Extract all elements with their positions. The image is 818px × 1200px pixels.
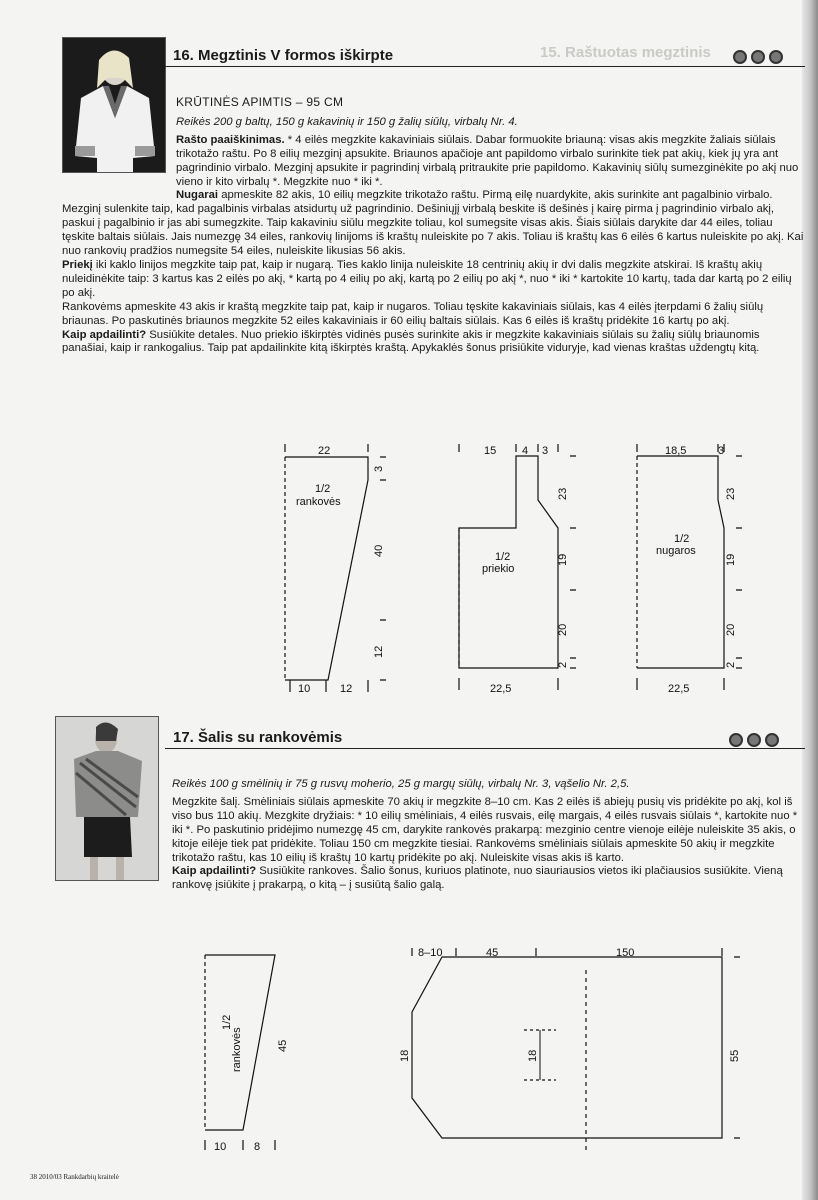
section-title: 16. Megztinis V formos iškirpte [173,47,394,64]
pattern-text-1 [62,96,804,356]
materials-line: Reikės 100 g smėlinių ir 75 g rusvų moherio, 25 g margų siūlų, virbalų Nr. 3, vąšelio Nr. 2,5. [172,778,630,790]
pattern-diagrams-2 [0,940,818,1165]
dim-label: 8 [254,1141,261,1153]
rating-dot-icon [751,50,765,64]
rating-dot-icon [733,50,747,64]
dim-label: 3 [542,445,549,457]
dim-label: 22 [318,445,331,457]
dim-label: 19 [725,553,737,566]
dim-label: 55 [729,1049,741,1062]
dim-label: 18 [399,1049,411,1062]
dim-label: 18 [527,1049,539,1062]
piece-label: 1/2 [315,483,331,495]
dim-label: 15 [484,445,497,457]
section-title-bar [165,44,805,67]
shawl-photo [55,716,159,881]
dim-label: 2 [557,661,569,668]
rating-dot-icon [729,733,743,747]
pattern-diagrams-1 [0,430,818,710]
paragraph: Nugarai apmeskite 82 akis, 10 eilių megzkite trikotažo raštu. Pirmą eilę nuardykite, akis surinkite ant pagalbinio virbalo. Mezginį sulenkite taip, kad pagalbinis virbalas atsidurtų už pagrindinio. Dešiniųjį virbalą beskite iš dešinės į kairę pirma į pagrindinio virbalo akį, paskui į pagalbinio ir jas abi sumegzkite. Taip kakaviniu siūlu megzkite toliau, kol sumegsite visas akis. Šiais siūlais darykite dar 44 eiles, toliau tęskite baltais siūlais. Jais numezgę 34 eiles, rankovių linijoms iš kraštų nuleiskite po 7 akis. Toliau iš kraštų kas 6 eilės 6 kartus nuleiskite po akį. Kai nuo rankovių pradžios numegsite 54 eiles, nuleiskite likusias 56 akis. [62,189,804,258]
page-footer: 38 2010/03 Rankdarbių kraitelė [30,1173,119,1181]
dim-label: 22,5 [668,683,690,695]
dim-label: 3 [373,465,385,472]
paragraph: Megzkite šalį. Smėliniais siūlais apmeskite 70 akių ir megzkite 8–10 cm. Kas 2 eilės iš abiejų pusių vis pridėkite po akį, kol iš viso bus 110 akių. Mezgkite dryžiais: * 10 eilių smėliniais, 4 eilės rusvais, eilę margais, 4 eilės rusvais siūlais *, kartokite nuo * iki *. Po paskutinio pridėjimo numezgę 45 cm, darykite rankovės prakarpą: mezginio centre vienoje eilėje nuleiskite 35 akis, o kitoje eilėje tiek pat pridėkite. Toliau 150 cm megzkite tiesiai. Rankovėms smėliniais siūlais apmeskite 50 akių ir megzkite trikotažo raštu, kas 10 eilių iš kraštų 10 kartų pridėkite po akį. Nuleiskite visas akis iš karto. [172,795,798,864]
dim-label: 12 [373,645,385,658]
piece-label: 1/2 [221,1014,233,1030]
paragraph: Kaip apdailinti? Susiūkite rankoves. Šalio šonus, kuriuos platinote, nuo siauriausios vietos iki plačiausios susiūkite. Vieną rankovę įsiūkite į prakarpą, o kitą – į susiūtą šalio galą. [172,865,783,892]
dim-label: 20 [557,623,569,636]
piece-label: priekio [482,563,515,575]
dim-label: 45 [277,1039,289,1052]
pattern-text-2 [172,778,804,893]
paragraph: Kaip apdailinti? Susiūkite detales. Nuo priekio iškirptės vidinės pusės surinkite akis ir megzkite kakaviniais siūlais su žalių siūlų briaunomis panašiai, kaip ir rankogalius. Taip pat apdailinkite kitą iškirptės kraštą. Apykaklės šonus prisiūkite viduryje, kad vienas kraštas uždengtų kitą. [62,328,760,355]
dim-label: 22,5 [490,683,512,695]
dim-label: 45 [486,947,499,959]
dim-label: 2 [725,661,737,668]
difficulty-rating [733,50,783,64]
dim-label: 20 [725,623,737,636]
dim-label: 18,5 [665,445,687,457]
section-title: 17. Šalis su rankovėmis [173,729,343,746]
dim-label: 12 [340,683,353,695]
rating-dot-icon [747,733,761,747]
dim-label: 23 [725,487,737,500]
dim-label: 3 [718,445,725,457]
dim-label: 23 [557,487,569,500]
dim-label: 150 [616,947,635,959]
piece-label: 1/2 [674,533,690,545]
paragraph: Rašto paaiškinimas. * 4 eilės megzkite kakaviniais siūlais. Dabar formuokite briauną: visas akis megzkite žaliais siūlais trikotažo raštu. Po 8 eilių mezginį apsukite. Briaunos apačioje ant papildomo virbalo surinkite tiek pat akių, kiek jų yra ant pagrindinio virbalo. Mezginį apsukite ir pagrindinį virbalą pritraukite prie papildomo. Kakavinių siūlų sumezginėkite po akį nuo vieno ir kito virbalų *. Megzkite nuo * iki *. [176,133,799,188]
dim-label: 40 [373,544,385,557]
paragraph: Priekį iki kaklo linijos megzkite taip pat, kaip ir nugarą. Ties kaklo linija nuleiskite 18 centrinių akių ir dvi dalis megzkite atskirai. Iš kraštų akių nuleidinėkite taip: 3 kartus kas 2 eilės po akį, * kartą po 4 eilių po akį, kartą po 2 eilių po akį *, nuo * iki * kartokite 10 kartų, tada dar kartą po 2 eilių po akį. [62,258,792,299]
rating-dot-icon [765,733,779,747]
dim-label: 10 [214,1141,227,1153]
dim-label: 19 [557,553,569,566]
difficulty-rating [729,733,779,747]
paragraph: Rankovėms apmeskite 43 akis ir kraštą megzkite taip pat, kaip ir nugaros. Toliau tęskite kakaviniais siūlais, kas 4 eilės įterpdami 6 žalių siūlų briaunas. Po paskutinės briaunos megzkite 52 eiles kakaviniais ir 60 eilių baltais siūlais. Kas 6 eilės iš kraštų pridėkite 16 kartų po akį. [62,300,764,327]
size-line: KRŪTINĖS APIMTIS – 95 CM [176,95,344,109]
section-title-bar [165,726,805,749]
dim-label: 4 [522,445,529,457]
piece-label: rankovės [231,1027,243,1072]
piece-label: nugaros [656,545,696,557]
piece-label: rankovės [296,496,341,508]
dim-label: 8–10 [418,947,443,959]
piece-label: 1/2 [495,551,511,563]
ghost-title: 15. Raštuotas megztinis [540,44,711,61]
materials-line: Reikės 200 g baltų, 150 g kakavinių ir 150 g žalių siūlų, virbalų Nr. 4. [176,115,518,128]
dim-label: 10 [298,683,311,695]
rating-dot-icon [769,50,783,64]
